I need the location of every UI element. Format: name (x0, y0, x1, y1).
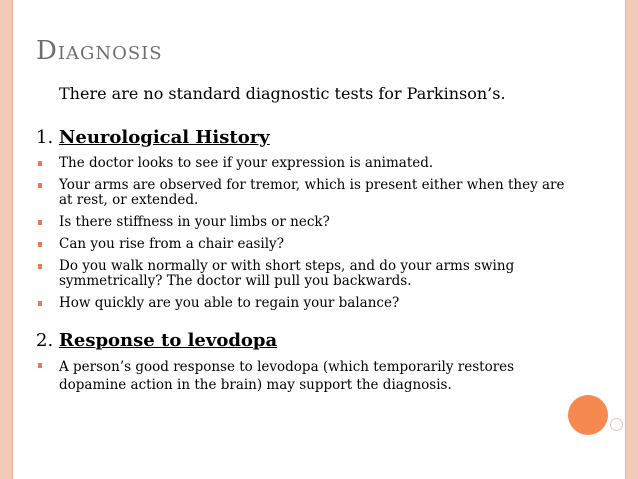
section-number: 1. (36, 127, 54, 148)
section-title: Response to levodopa (58, 330, 278, 351)
levodopa-response-list (36, 358, 576, 401)
list-item (36, 259, 576, 289)
section-title: Neurological History (58, 127, 270, 148)
list-item-text: A person’s good response to levodopa (which temporarily restores dopamine action in the brain) may support the diagnosis. (59, 359, 515, 393)
bullet-marker (38, 220, 42, 225)
list-item-text: Can you rise from a chair easily? (59, 236, 284, 252)
list-item-text: Your arms are observed for tremor, which is present either when they are at rest, or extended. (59, 177, 565, 208)
bullet-marker (38, 242, 42, 247)
list-item (36, 358, 576, 394)
bullet-marker (38, 161, 42, 166)
left-frame-bar (0, 0, 12, 479)
slide-title: Diagnosis (36, 36, 163, 66)
list-item-text: The doctor looks to see if your expression is animated. (59, 155, 434, 171)
neurological-history-list (36, 156, 576, 318)
bullet-marker (38, 183, 42, 188)
list-item (36, 215, 576, 230)
bullet-marker (38, 363, 42, 368)
section-heading-neurological-history (36, 127, 270, 148)
list-item-text: Do you walk normally or with short steps, and do your arms swing symmetrically? The doctor will pull you backwards. (59, 258, 515, 289)
small-circle-decoration (610, 418, 623, 431)
section-number: 2. (36, 330, 54, 351)
list-item-text: Is there stiffness in your limbs or neck? (59, 214, 330, 230)
list-item-text: How quickly are you able to regain your balance? (59, 295, 400, 311)
list-item (36, 296, 576, 311)
intro-text: There are no standard diagnostic tests for Parkinson’s. (59, 84, 506, 103)
list-item (36, 156, 576, 171)
list-item (36, 237, 576, 252)
section-heading-response-to-levodopa (36, 330, 277, 351)
right-frame-bar (626, 0, 638, 479)
list-item (36, 178, 576, 208)
bullet-marker (38, 301, 42, 306)
orange-circle-decoration (568, 395, 608, 435)
bullet-marker (38, 264, 42, 269)
